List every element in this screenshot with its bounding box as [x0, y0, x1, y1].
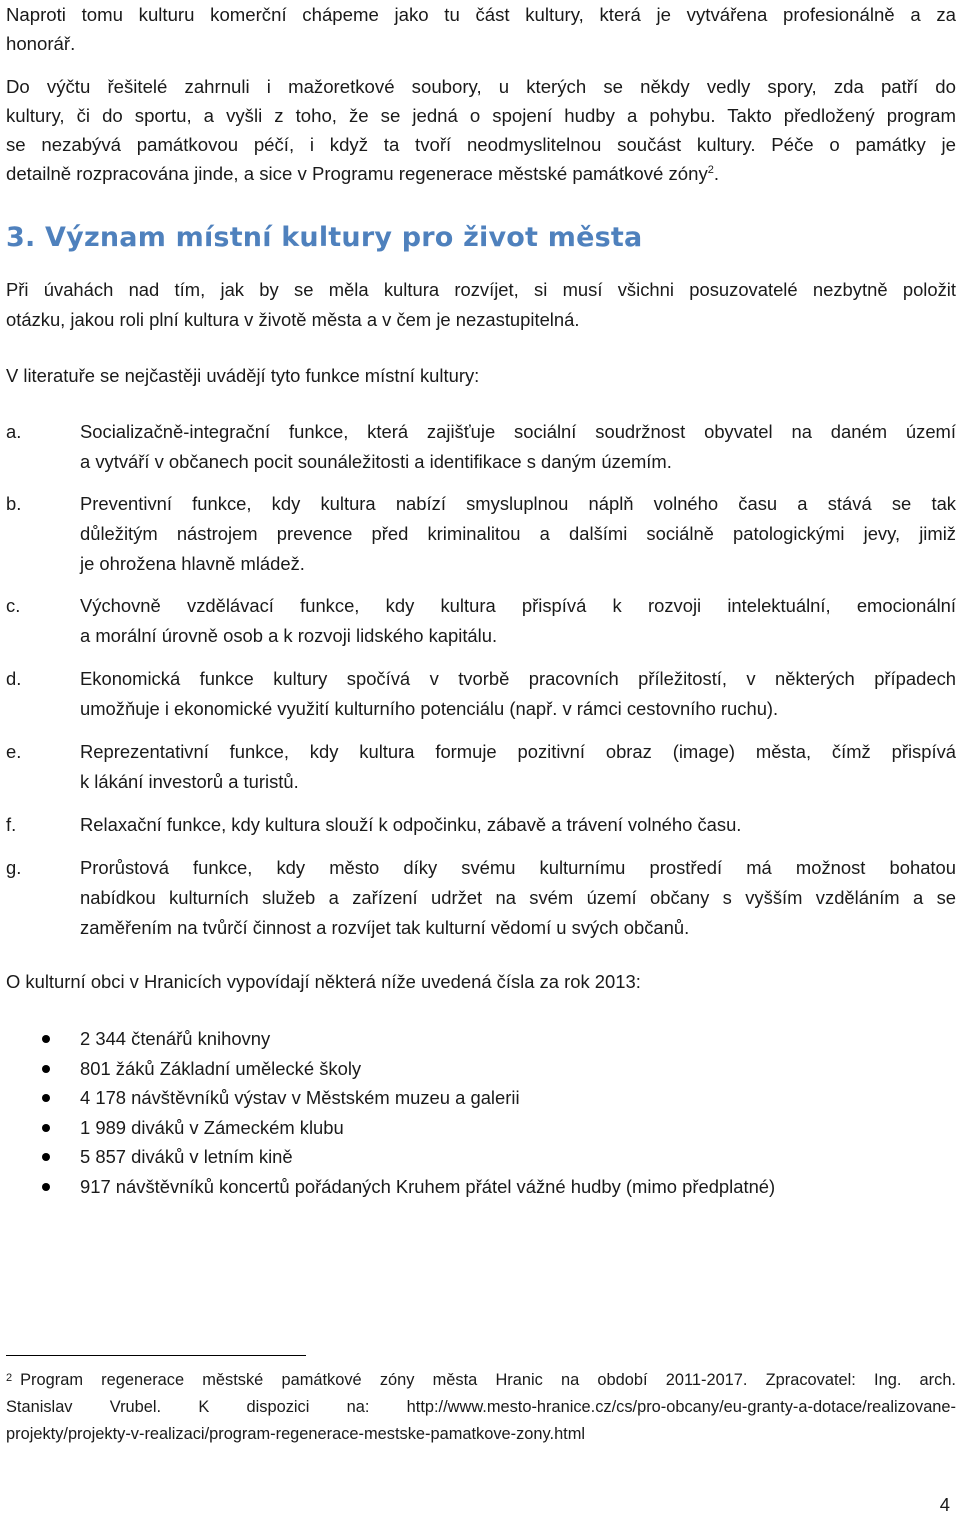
text-line: Socializačně-integrační funkce, která zajišťuje sociální soudržnost obyvatel na daném území — [80, 421, 956, 442]
list-marker: c. — [6, 595, 21, 616]
bullet-icon — [42, 1124, 50, 1132]
text-line: Výchovně vzdělávací funkce, kdy kultura přispívá k rozvoji intelektuální, emocionální — [80, 595, 956, 616]
text-line: Ekonomická funkce kultury spočívá v tvorbě pracovních příležitostí, v některých případech — [80, 668, 956, 689]
bullet-icon — [42, 1065, 50, 1073]
list-marker: d. — [6, 668, 22, 689]
stats-list-item — [6, 1113, 956, 1143]
text-line: a vytváří v občanech pocit sounáležitosti a identifikace s daným územím. — [80, 451, 672, 472]
list-marker: a. — [6, 421, 22, 442]
list-marker: g. — [6, 857, 22, 878]
text-line — [6, 1367, 956, 1394]
text-line: honorář. — [6, 33, 76, 54]
stats-item-text: 801 žáků Základní umělecké školy — [80, 1057, 362, 1079]
text-line: Do výčtu řešitelé zahrnuli i mažoretkové soubory, u kterých se někdy vedly spory, zda patří do — [6, 76, 956, 97]
bullet-icon — [42, 1094, 50, 1102]
text-line: Prorůstová funkce, kdy město díky svému kulturnímu prostředí má možnost bohatou — [80, 857, 956, 878]
stats-list-item — [6, 1024, 956, 1054]
list-item-content — [80, 417, 956, 477]
text-line: Preventivní funkce, kdy kultura nabízí smysluplnou náplň volného času a stává se tak — [80, 493, 956, 514]
text-line: nabídkou kulturních služeb a zařízení udržet na svém území občany s vyšším vzděláním a se — [80, 887, 956, 908]
stats-item-text: 4 178 návštěvníků výstav v Městském muzeu a galerii — [80, 1087, 520, 1109]
text-line: důležitým nástrojem prevence před kriminalitou a dalšími sociálně patologickými jevy, jimiž — [80, 523, 956, 544]
text-line: Stanislav Vrubel. K dispozici na: http://www.mesto-hranice.cz/cs/pro-obcany/eu-granty-a-dotace/realizovane- — [6, 1398, 956, 1416]
section-paragraph-2 — [6, 361, 956, 391]
text-line: zaměřením na tvůrčí činnost a rozvíjet tak kulturní vědomí u svých občanů. — [80, 917, 690, 938]
footnote-text: Program regenerace městské památkové zóny města Hranic na období 2011-2017. Zpracovatel: Ing. arch. — [20, 1371, 956, 1389]
footnote-number: 2 — [6, 1372, 13, 1384]
text-line: a morální úrovně osob a k rozvoji lidského kapitálu. — [80, 625, 498, 646]
intro-paragraph-2 — [6, 72, 956, 188]
bullet-icon — [42, 1035, 50, 1043]
text-line: je ohrožena hlavně mládež. — [80, 553, 305, 574]
list-item-content — [80, 489, 956, 579]
stats-item-text: 917 návštěvníků koncertů pořádaných Kruhem přátel vážné hudby (mimo předplatné) — [80, 1175, 776, 1197]
section-heading: 3. Význam místní kultury pro život města — [6, 222, 643, 253]
stats-list-item — [6, 1172, 956, 1202]
text-line: projekty/projekty-v-realizaci/program-regenerace-mestske-pamatkove-zony.html — [6, 1425, 586, 1443]
footnote — [6, 1367, 956, 1448]
footnote-separator — [6, 1355, 306, 1356]
list-item-content — [80, 591, 956, 651]
list-marker: f. — [6, 814, 17, 835]
list-marker: b. — [6, 493, 22, 514]
text-line: O kulturní obci v Hranicích vypovídají některá níže uvedená čísla za rok 2013: — [6, 971, 641, 992]
stats-list-item — [6, 1054, 956, 1084]
text-line: kultury, či do sportu, a vyšli z toho, že se jedná o spojení hudby a pohybu. Takto předložený program — [6, 105, 956, 126]
sentence-end: . — [713, 163, 720, 184]
text-line: se nezabývá památkovou péčí, i když ta tvoří neodmyslitelnou součást kultury. Péče o památky je — [6, 134, 956, 155]
bullet-icon — [42, 1183, 50, 1191]
list-item-content — [80, 664, 956, 724]
bullet-icon — [42, 1153, 50, 1161]
text-line: Relaxační funkce, kdy kultura slouží k odpočinku, zábavě a trávení volného času. — [80, 814, 742, 835]
stats-intro — [6, 967, 956, 997]
text-line: Při úvahách nad tím, jak by se měla kultura rozvíjet, si musí všichni posuzovatelé nezbytně položit — [6, 279, 956, 300]
footnote-reference: 2 — [707, 163, 714, 176]
list-item-content — [80, 737, 956, 797]
list-marker: e. — [6, 741, 22, 762]
list-item-content — [80, 853, 956, 943]
page-number: 4 — [939, 1494, 950, 1515]
stats-item-text: 2 344 čtenářů knihovny — [80, 1028, 271, 1049]
intro-paragraph-1 — [6, 0, 956, 58]
text-line: Naproti tomu kulturu komerční chápeme jako tu část kultury, která je vytvářena profesionálně a za — [6, 4, 956, 25]
list-item-content — [80, 810, 956, 840]
section-paragraph-1 — [6, 275, 956, 335]
stats-list-item — [6, 1142, 956, 1172]
stats-item-text: 1 989 diváků v Zámeckém klubu — [80, 1116, 344, 1138]
text-line: Reprezentativní funkce, kdy kultura formuje pozitivní obraz (image) města, čímž přispívá — [80, 741, 956, 762]
text-line: V literatuře se nejčastěji uvádějí tyto funkce místní kultury: — [6, 365, 480, 386]
text-line: otázku, jakou roli plní kultura v životě města a v čem je nezastupitelná. — [6, 309, 580, 330]
stats-list-item — [6, 1083, 956, 1113]
text-line-content: detailně rozpracována jinde, a sice v Programu regenerace městské památkové zóny — [6, 163, 708, 184]
stats-item-text: 5 857 diváků v letním kině — [80, 1146, 293, 1168]
text-line: umožňuje i ekonomické využití kulturního potenciálu (např. v rámci cestovního ruchu). — [80, 698, 779, 719]
stats-list — [6, 1024, 956, 1202]
text-line: k lákání investorů a turistů. — [80, 771, 299, 792]
text-line — [6, 159, 956, 188]
